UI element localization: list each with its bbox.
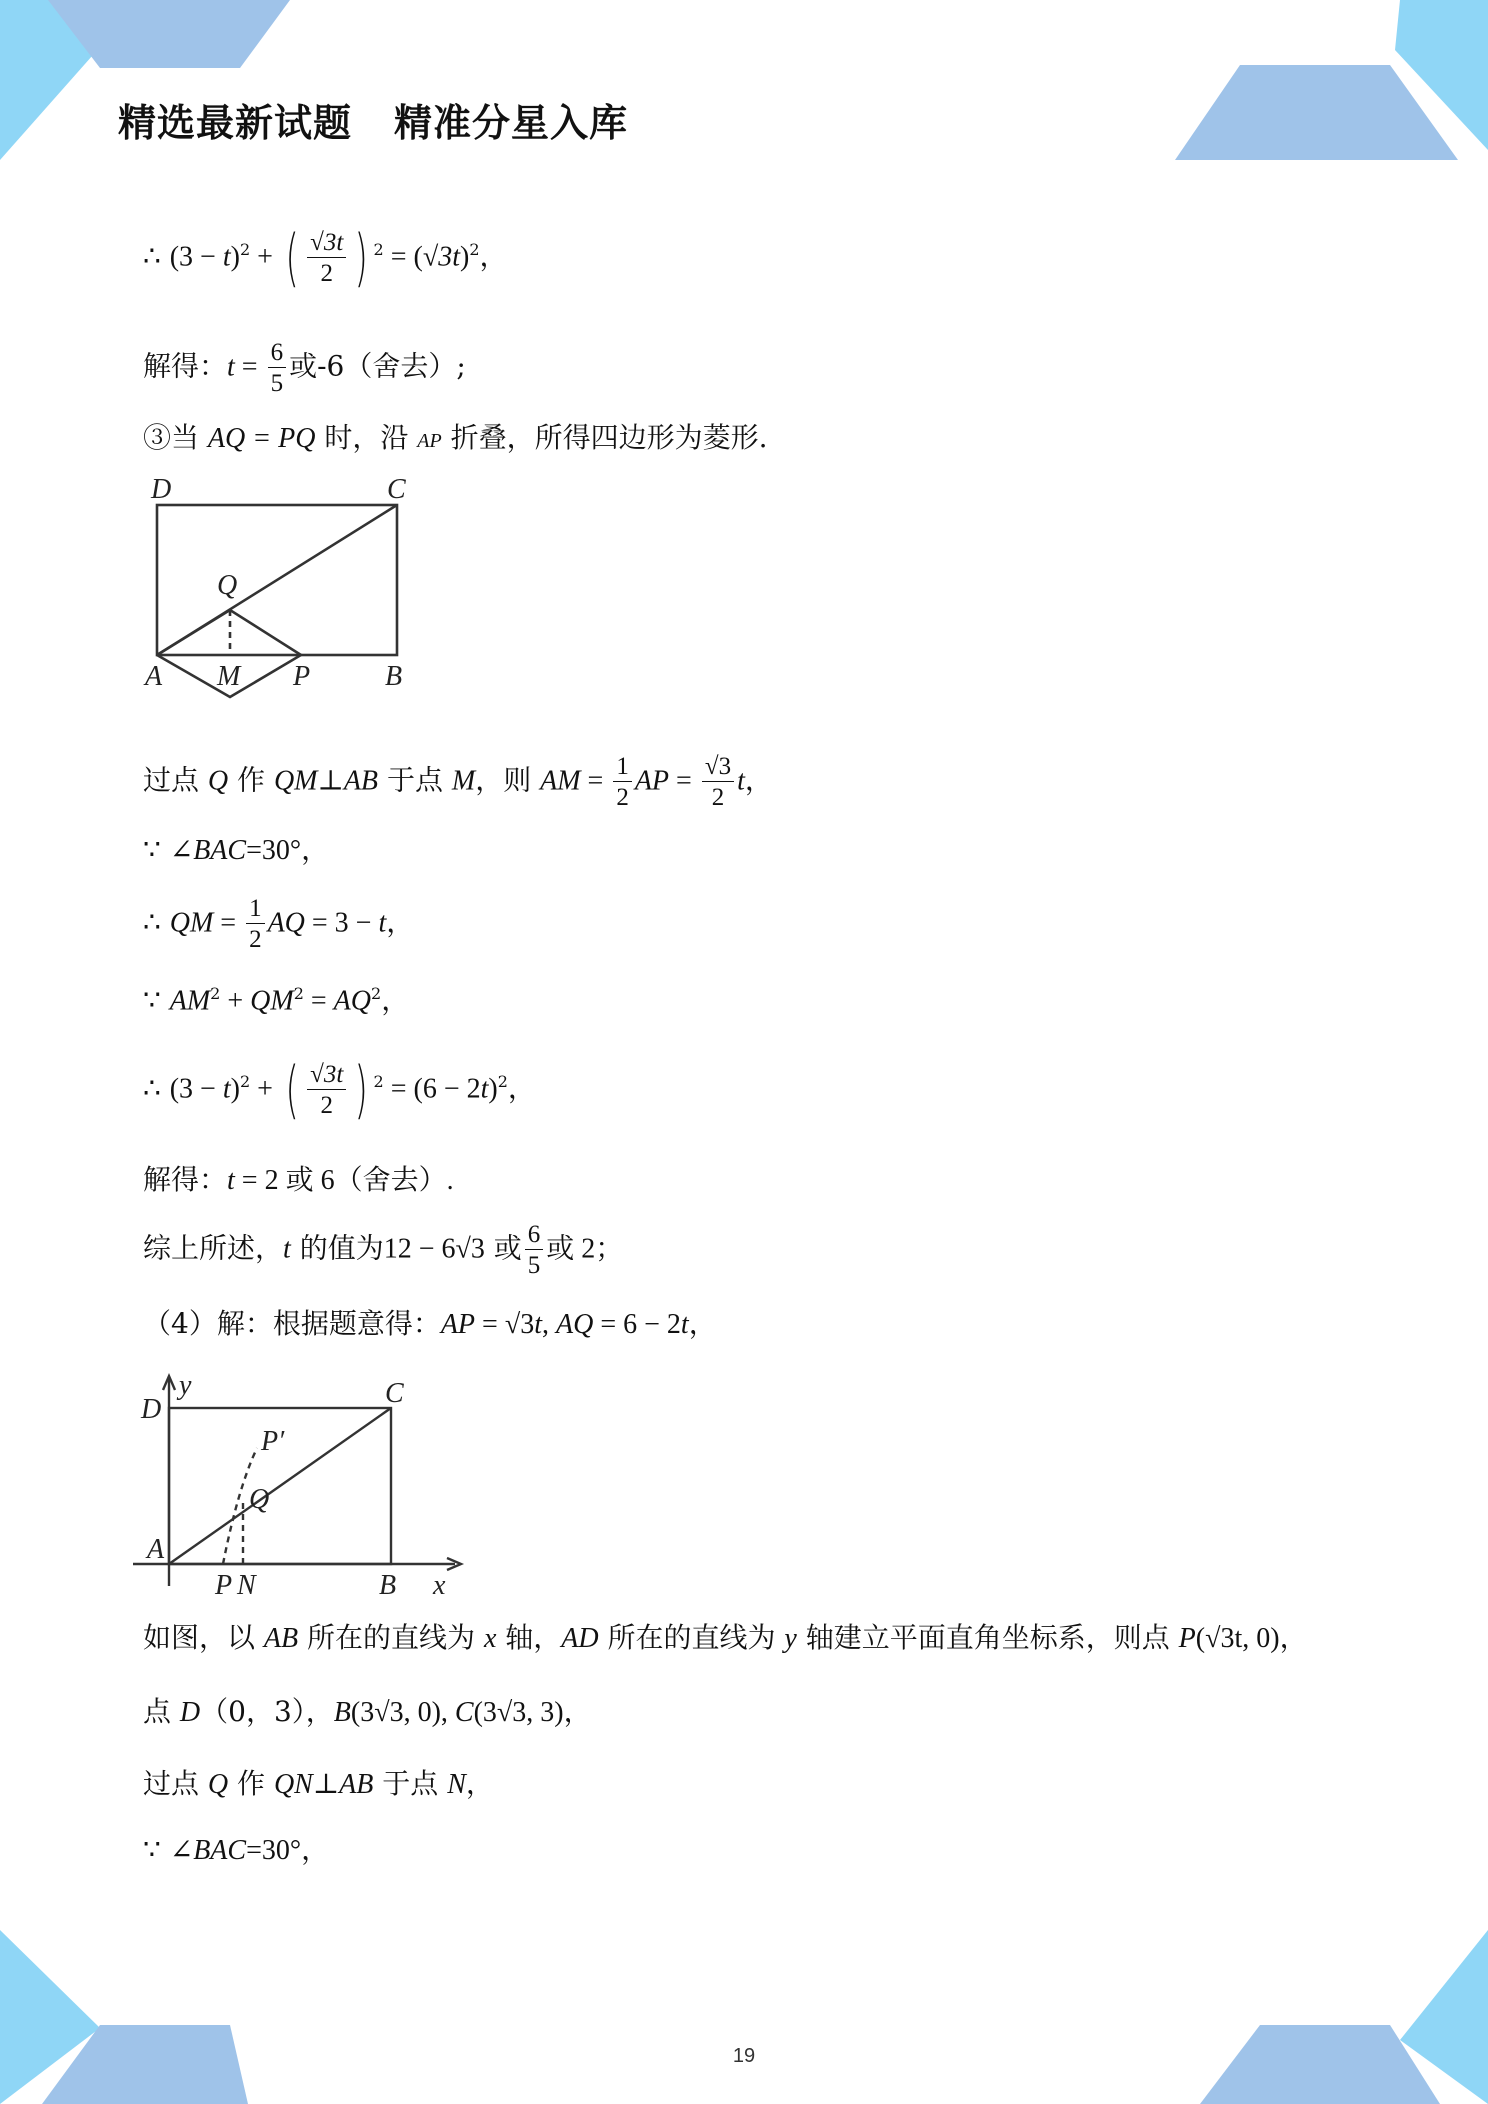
- label-A: A: [147, 1534, 165, 1565]
- text-line: 如图，以 AB 所在的直线为 x 轴，AD 所在的直线为 y 轴建立平面直角坐标系，则点 P(√3t, 0)，: [143, 1621, 1308, 1654]
- label-y: y: [179, 1370, 192, 1401]
- label-A: A: [145, 661, 163, 692]
- equation-line: ∴ QM = $\frac{1}{2}$ AQ = 3 − t，: [143, 895, 415, 953]
- text-line: ③当 AQ = PQ 时，沿 AP 折叠，所得四边形为菱形.: [143, 421, 768, 454]
- text-line: 解得：t = $\frac{6}{5}$ 或-6（舍去）;: [143, 339, 466, 397]
- label-M: M: [217, 661, 241, 692]
- label-P: P: [215, 1570, 233, 1600]
- label-D: D: [151, 474, 172, 505]
- text-line: （4）解：根据题意得：AP = √3t, AQ = 6 − 2t，: [143, 1307, 717, 1340]
- label-C: C: [387, 474, 406, 505]
- deco-shape: [1175, 65, 1458, 160]
- text-line: 过点 Q 作 QN⊥AB 于点 N，: [143, 1767, 494, 1800]
- text-line: 综上所述，t 的值为12 − 6√3 或 $\frac{6}{5}$ 或 2；: [143, 1221, 624, 1279]
- footer-decoration: [0, 1930, 1488, 2104]
- equation-line: ∵ $AM^2 + QM^2 = AQ^2$，: [143, 983, 410, 1017]
- geometry-figure-coordinate: [133, 1368, 483, 1600]
- label-Q: Q: [249, 1484, 270, 1515]
- label-D: D: [141, 1394, 162, 1425]
- label-N: N: [237, 1570, 256, 1600]
- page-header-title: 精选最新试题 精准分星入库: [118, 101, 629, 145]
- label-P: P: [293, 661, 311, 692]
- label-x: x: [433, 1570, 446, 1600]
- text-line: 点 D（0，3），B(3√3, 0), C(3√3, 3)，: [143, 1695, 592, 1728]
- label-B: B: [385, 661, 403, 692]
- equation-line: ∴ $(3 - t)^2$ + ( $\frac{√3t}{2}$ ) $^2 = (6 - 2t)^2$，: [143, 1053, 536, 1126]
- page-number: 19: [732, 2045, 756, 2067]
- text-line: 解得：t = 2 或 6（舍去）.: [143, 1163, 454, 1196]
- equation-line: ∴ $(3 - t)^2$ + ( $\frac{√3t}{2}$ ) $^2 = (√3t)^2$，: [143, 221, 508, 294]
- label-P-prime: P′: [261, 1426, 285, 1457]
- text-line: ∵ ∠BAC=30°，: [143, 833, 330, 866]
- label-C: C: [385, 1378, 404, 1409]
- label-B: B: [379, 1570, 397, 1600]
- geometry-figure-rhombus: [133, 472, 463, 702]
- equation-line: 过点 Q 作 QM⊥AB 于点 M，则 AM = $\frac{1}{2}$ AP = $\frac{√3}{2}$ t，: [143, 753, 773, 811]
- text-line: ∵ ∠BAC=30°，: [143, 1833, 330, 1866]
- label-Q: Q: [217, 570, 238, 601]
